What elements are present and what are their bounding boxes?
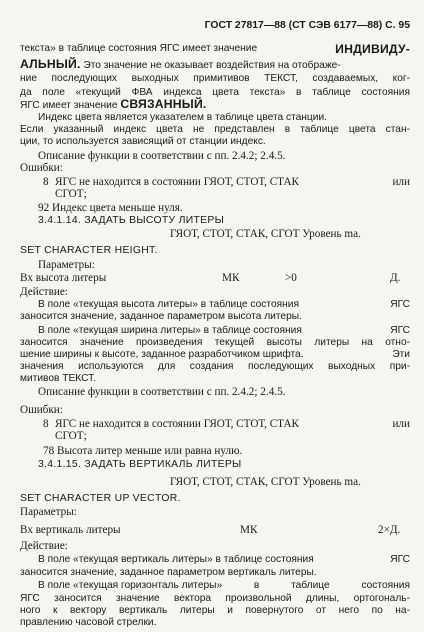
paragraph-line: ЯГС заносится значение вектора произвольной длины, ортогональ- xyxy=(20,593,410,604)
paragraph-line: текста» в таблице состояния ЯГС имеет значение ИНДИВИДУ- xyxy=(20,42,410,56)
section-title: 3.4.1.14. ЗАДАТЬ ВЫСОТУ ЛИТЕРЫ xyxy=(38,215,225,226)
param-range: >0 xyxy=(285,272,297,284)
param-type: МК xyxy=(240,524,258,536)
params-label: Параметры: xyxy=(20,506,77,518)
param-row: Вх вертикаль литеры xyxy=(20,524,121,536)
section-states: ГЯОТ, СТОТ, СТАК, СГОТ Уровень ma. xyxy=(170,228,361,240)
action-label: Действие: xyxy=(20,286,68,298)
error-item-text: ЯГС не находится в состоянии ГЯОТ, СТОТ, СТАК или xyxy=(55,176,410,188)
param-row: Вх высота литеры xyxy=(20,272,107,284)
param-mark: 2×Д. xyxy=(378,524,401,536)
paragraph-line: ние последующих выходных примитивов ТЕКСТ, создаваемых, ког- xyxy=(20,73,410,84)
paragraph-line: шение ширины к высоте, заданное разработчиком шрифта. Эти xyxy=(20,349,410,360)
section-states: ГЯОТ, СТОТ, СТАК, СГОТ Уровень ma. xyxy=(170,476,361,488)
paragraph-line: Индекс цвета является указателем в таблице цвета станции. xyxy=(38,112,327,123)
term-svyazanny: СВЯЗАННЫЙ. xyxy=(120,97,207,111)
paragraph-line: да поле «текущий ФВА индекса цвета текста» в таблице состояния xyxy=(20,87,410,98)
description-ref: Описание функции в соответствии с пп. 2.4.2; 2.4.5. xyxy=(38,386,286,398)
error-item-cont: СГОТ; xyxy=(55,430,87,442)
paragraph-line: В поле «текущая ширина литеры» в таблице состояния ЯГС xyxy=(38,325,410,336)
paragraph-line: В поле «текущая горизонталь литеры» в таблице состояния xyxy=(38,580,410,591)
paragraph-line: митивов ТЕКСТ. xyxy=(20,373,97,384)
paragraph-line: заносится значение, заданное параметром высота литеры. xyxy=(20,311,302,322)
section-title-en: SET CHARACTER HEIGHT. xyxy=(20,245,158,256)
error-item-cont: СГОТ; xyxy=(55,188,87,200)
section-title: 3.4.1.15. ЗАДАТЬ ВЕРТИКАЛЬ ЛИТЕРЫ xyxy=(38,459,242,470)
page-header: ГОСТ 27817—88 (СТ СЭВ 6177—88) С. 95 xyxy=(204,20,410,31)
paragraph-line: АЛЬНЫЙ. Это значение не оказывает воздействия на отображе- xyxy=(20,57,341,71)
paragraph-line: правлению часовой стрелки. xyxy=(20,617,157,628)
section-title-en: SET CHARACTER UP VECTOR. xyxy=(20,493,181,504)
error-item: 8 xyxy=(43,176,49,188)
paragraph-line: ции, то используется зависящий от станции индекс. xyxy=(20,136,266,147)
errors-label: Ошибки: xyxy=(20,404,63,416)
paragraph-line: заносится значение произведения текущей высоты литеры на отно- xyxy=(20,337,410,348)
paragraph-line: заносится значение, заданное параметром вертикаль литеры. xyxy=(20,567,317,578)
description-ref: Описание функции в соответствии с пп. 2.4.2; 2.4.5. xyxy=(38,150,286,162)
term-individualny-cont: АЛЬНЫЙ. xyxy=(20,57,81,71)
errors-label: Ошибки: xyxy=(20,162,63,174)
paragraph-line: ного к вектору вертикаль литеры и повернутого от него по на- xyxy=(20,605,410,616)
action-label: Действие: xyxy=(20,540,68,552)
term-individualny: ИНДИВИДУ- xyxy=(335,42,410,56)
param-mark: Д. xyxy=(390,272,401,284)
paragraph-line: В поле «текущая вертикаль литеры» в таблице состояния ЯГС xyxy=(38,554,410,565)
paragraph-line: значения используются для создания последующих выходных при- xyxy=(20,361,410,372)
error-item: 8 xyxy=(43,418,49,430)
param-type: МК xyxy=(222,272,240,284)
error-item: 92 Индекс цвета меньше нуля. xyxy=(38,202,183,214)
params-label: Параметры: xyxy=(38,259,95,271)
paragraph-line: Если указанный индекс цвета не представлен в таблице цвета стан- xyxy=(20,124,410,135)
paragraph-line: В поле «текущая высота литеры» в таблице состояния ЯГС xyxy=(38,299,410,310)
paragraph-line: ЯГС имеет значение СВЯЗАННЫЙ. xyxy=(20,97,207,111)
error-item: 78 Высота литер меньше или равна нулю. xyxy=(43,445,243,457)
error-item-text: ЯГС не находится в состоянии ГЯОТ, СТОТ, СТАК или xyxy=(55,418,410,430)
